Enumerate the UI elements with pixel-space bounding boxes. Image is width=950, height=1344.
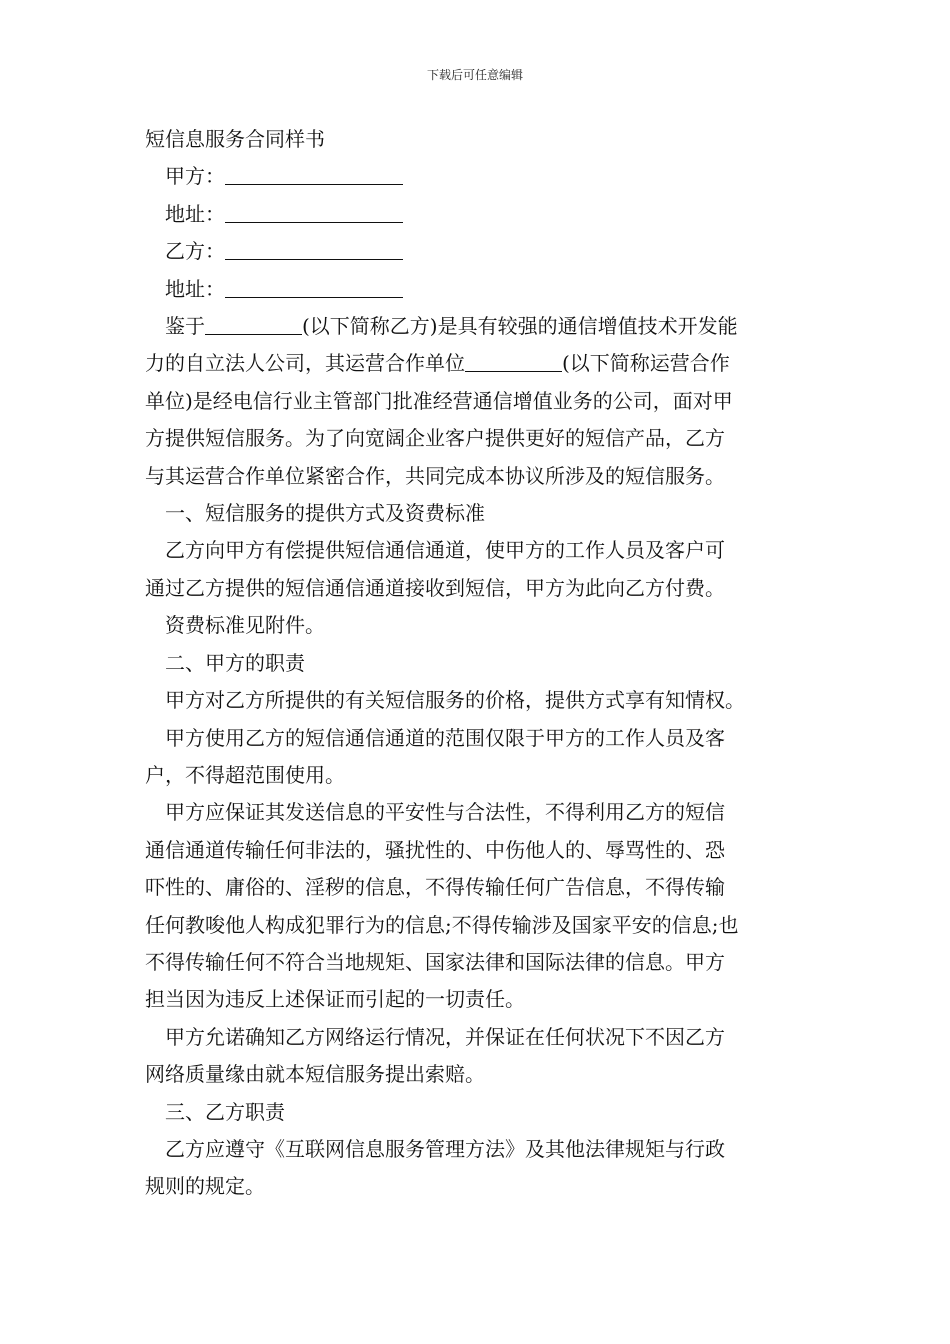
intro-line-5: 与其运营合作单位紧密合作，共同完成本协议所涉及的短信服务。 — [145, 463, 725, 488]
section-2-paragraph-3-line-2: 通信通道传输任何非法的，骚扰性的、中伤他人的、辱骂性的、恐 — [145, 837, 725, 862]
section-2-paragraph-4-line-1: 甲方允诺确知乙方网络运行情况，并保证在任何状况下不因乙方 — [165, 1024, 725, 1049]
party-b-name-blank — [205, 314, 302, 335]
section-2-paragraph-4-line-2: 网络质量缘由就本短信服务提出索赔。 — [145, 1062, 485, 1087]
section-2-paragraph-1: 甲方对乙方所提供的有关短信服务的价格，提供方式享有知情权。 — [165, 688, 745, 713]
section-1-paragraph-2: 资费标准见附件。 — [165, 613, 325, 638]
address-b-blank — [225, 277, 403, 298]
address-a-blank — [225, 202, 403, 223]
section-2-paragraph-3-line-5: 不得传输任何不符合当地规矩、国家法律和国际法律的信息。甲方 — [145, 949, 725, 974]
intro-text-1b: (以下简称乙方)是具有较强的通信增值技术开发能 — [302, 314, 738, 339]
address-b-line — [145, 271, 807, 308]
party-b-line — [145, 233, 807, 270]
section-2-paragraph-3-line-4: 任何教唆他人构成犯罪行为的信息;不得传输涉及国家平安的信息;也 — [145, 912, 739, 937]
document-body — [145, 121, 807, 1206]
party-a-label: 甲方： — [165, 164, 225, 189]
section-2-paragraph-3-line-6: 担当因为违反上述保证而引起的一切责任。 — [145, 987, 525, 1012]
address-b-label: 地址： — [165, 276, 225, 301]
section-2-paragraph-3-line-3: 吓性的、庸俗的、淫秽的信息，不得传输任何广告信息，不得传输 — [145, 875, 725, 900]
section-2-paragraph-2-line-2: 户，不得超范围使用。 — [145, 762, 345, 787]
party-a-line — [145, 158, 807, 195]
section-3-paragraph-1-line-1: 乙方应遵守《互联网信息服务管理方法》及其他法律规矩与行政 — [165, 1136, 725, 1161]
intro-line-1 — [145, 308, 807, 345]
party-b-label: 乙方： — [165, 239, 225, 264]
intro-text-1a: 鉴于 — [165, 314, 205, 339]
intro-line-4: 方提供短信服务。为了向宽阔企业客户提供更好的短信产品，乙方 — [145, 426, 725, 451]
section-1-paragraph-1-line-1: 乙方向甲方有偿提供短信通信通道，使甲方的工作人员及客户可 — [165, 538, 725, 563]
address-a-line — [145, 196, 807, 233]
section-2-paragraph-2-line-1: 甲方使用乙方的短信通信通道的范围仅限于甲方的工作人员及客 — [165, 725, 725, 750]
address-a-label: 地址： — [165, 201, 225, 226]
section-2-paragraph-3-line-1: 甲方应保证其发送信息的平安性与合法性，不得利用乙方的短信 — [165, 800, 725, 825]
document-title: 短信息服务合同样书 — [145, 127, 325, 151]
section-1-paragraph-1-line-2: 通过乙方提供的短信通信通道接收到短信，甲方为此向乙方付费。 — [145, 575, 725, 600]
section-3-heading: 三、乙方职责 — [165, 1099, 285, 1124]
section-2-heading: 二、甲方的职责 — [165, 650, 305, 675]
intro-line-3: 单位)是经电信行业主管部门批准经营通信增值业务的公司，面对甲 — [145, 388, 733, 413]
section-3-paragraph-1-line-2: 规则的规定。 — [145, 1174, 265, 1199]
section-1-heading: 一、短信服务的提供方式及资费标准 — [165, 501, 485, 526]
party-a-blank — [225, 164, 403, 185]
intro-line-2 — [145, 345, 807, 382]
intro-text-2a: 力的自立法人公司，其运营合作单位 — [145, 351, 465, 376]
party-b-blank — [225, 239, 403, 260]
operator-name-blank — [465, 351, 562, 372]
header-note: 下载后可任意编辑 — [426, 68, 523, 82]
intro-text-2b: (以下简称运营合作 — [562, 351, 730, 376]
